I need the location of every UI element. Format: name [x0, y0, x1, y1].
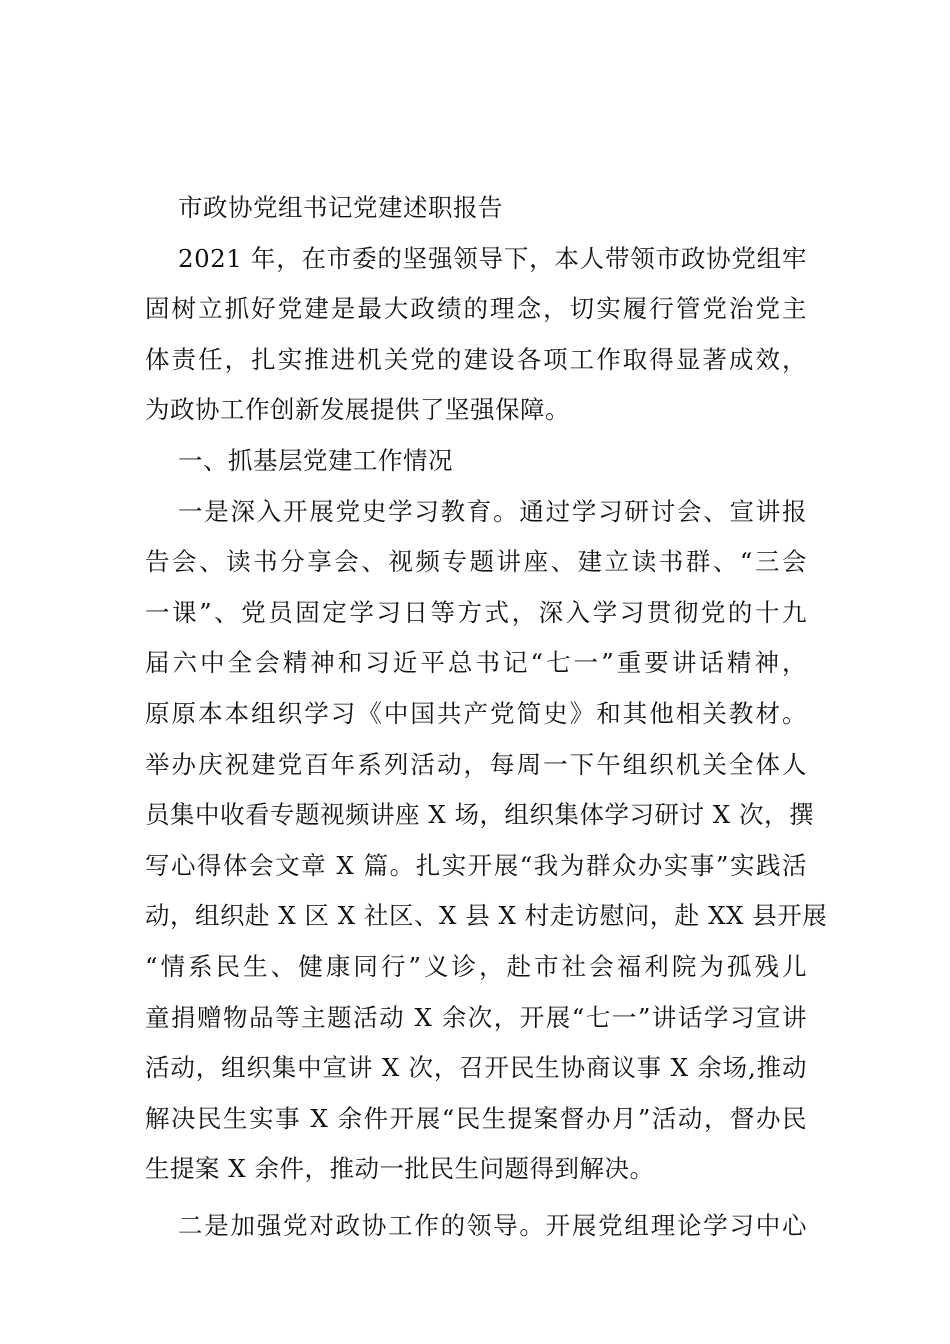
section-heading-text: 一、抓基层党建工作情况	[178, 445, 453, 475]
paragraph-line: 活动，组织集中宣讲 X 次，召开民生协商议事 X 余场,推动	[145, 1053, 807, 1083]
paragraph-line: 告会、读书分享会、视频专题讲座、建立读书群、“三会	[145, 547, 807, 577]
paragraph-party-history	[145, 487, 828, 1195]
document-page	[145, 183, 828, 1251]
paragraph-line: “情系民生、健康同行”义诊，赴市社会福利院为孤残儿	[145, 951, 807, 981]
paragraph-line: 原原本本组织学习《中国共产党简史》和其他相关教材。	[145, 698, 807, 728]
paragraph-line: 员集中收看专题视频讲座 X 场，组织集体学习研讨 X 次，撰	[145, 800, 815, 830]
paragraph-line: 固树立抓好党建是最大政绩的理念，切实履行管党治党主	[145, 294, 807, 324]
paragraph-line: 届六中全会精神和习近平总书记“七一”重要讲话精神，	[145, 648, 807, 678]
paragraph-line: 解决民生实事 X 余件开展“民生提案督办月”活动，督办民	[145, 1103, 807, 1133]
paragraph-line: 2021 年，在市委的坚强领导下，本人带领市政协党组牢	[178, 243, 807, 273]
paragraph-line: 写心得体会文章 X 篇。扎实开展“我为群众办实事”实践活	[145, 850, 807, 880]
paragraph-line: 动，组织赴 X 区 X 社区、X 县 X 村走访慰问，赴 XX 县开展	[145, 901, 828, 931]
paragraph-line: 一是深入开展党史学习教育。通过学习研讨会、宣讲报	[178, 496, 807, 526]
paragraph-intro	[145, 234, 807, 436]
document-title: 市政协党组书记党建述职报告	[178, 193, 503, 222]
paragraph-leadership	[145, 1201, 807, 1252]
paragraph-line: 体责任，扎实推进机关党的建设各项工作取得显著成效，	[145, 344, 807, 374]
paragraph-line: 一课”、党员固定学习日等方式，深入学习贯彻党的十九	[145, 597, 807, 627]
paragraph-line: 二是加强党对政协工作的领导。开展党组理论学习中心	[178, 1210, 807, 1240]
paragraph-line: 童捐赠物品等主题活动 X 余次，开展“七一”讲话学习宣讲	[145, 1002, 807, 1032]
paragraph-line: 举办庆祝建党百年系列活动，每周一下午组织机关全体人	[145, 749, 807, 779]
section-heading	[145, 436, 807, 487]
paragraph-line: 为政协工作创新发展提供了坚强保障。	[145, 395, 570, 425]
paragraph-line: 生提案 X 余件，推动一批民生问题得到解决。	[145, 1154, 655, 1184]
